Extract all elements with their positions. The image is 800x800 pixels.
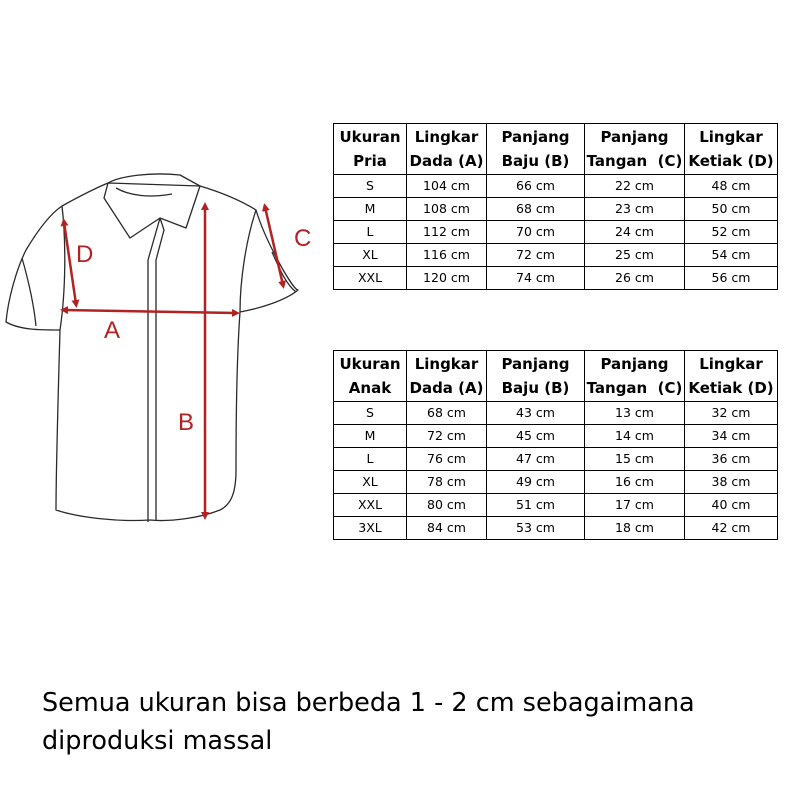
table-body: [334, 175, 778, 290]
footer-note: [42, 684, 782, 760]
table-cell: 72 cm: [487, 244, 585, 267]
header-chest: Lingkar Dada (A): [407, 351, 487, 402]
table-body: [334, 402, 778, 540]
table-cell: 56 cm: [685, 267, 778, 290]
table-cell: S: [334, 175, 407, 198]
header-armhole: Lingkar Ketiak (D): [685, 351, 778, 402]
table-cell: 84 cm: [407, 517, 487, 540]
table-cell: 38 cm: [685, 471, 778, 494]
table-cell: 17 cm: [585, 494, 685, 517]
table-cell: 3XL: [334, 517, 407, 540]
table-cell: 48 cm: [685, 175, 778, 198]
table-row: [334, 267, 778, 290]
label-c: C: [294, 225, 312, 252]
table-cell: 80 cm: [407, 494, 487, 517]
table-cell: XL: [334, 244, 407, 267]
table-cell: 70 cm: [487, 221, 585, 244]
table-cell: 16 cm: [585, 471, 685, 494]
table-row: [334, 402, 778, 425]
table-row: [334, 175, 778, 198]
header-size: Ukuran Anak: [334, 351, 407, 402]
table-cell: 13 cm: [585, 402, 685, 425]
table-cell: L: [334, 448, 407, 471]
table-row: [334, 244, 778, 267]
table-row: [334, 198, 778, 221]
table-row: [334, 517, 778, 540]
table-cell: 53 cm: [487, 517, 585, 540]
table-cell: M: [334, 425, 407, 448]
arrow-a: [64, 310, 236, 313]
table-cell: S: [334, 402, 407, 425]
label-a: A: [104, 317, 121, 344]
table-cell: 74 cm: [487, 267, 585, 290]
table-row: [334, 471, 778, 494]
table-cell: XXL: [334, 494, 407, 517]
table-cell: M: [334, 198, 407, 221]
table-cell: 72 cm: [407, 425, 487, 448]
table-cell: 68 cm: [487, 198, 585, 221]
table-cell: 14 cm: [585, 425, 685, 448]
header-length: Panjang Baju (B): [487, 124, 585, 175]
table-cell: 68 cm: [407, 402, 487, 425]
arrow-c: [265, 207, 283, 285]
table-cell: 104 cm: [407, 175, 487, 198]
table-row: [334, 448, 778, 471]
shirt-measurement-diagram: [0, 160, 330, 540]
table-cell: L: [334, 221, 407, 244]
table-cell: 52 cm: [685, 221, 778, 244]
footer-line-2: diproduksi massal: [42, 726, 273, 756]
size-table-men: [333, 123, 778, 290]
shirt-outline: [6, 174, 298, 522]
table-cell: XXL: [334, 267, 407, 290]
table-cell: 108 cm: [407, 198, 487, 221]
header-sleeve: Panjang Tangan (C): [585, 124, 685, 175]
table-cell: 26 cm: [585, 267, 685, 290]
table-cell: 40 cm: [685, 494, 778, 517]
table-header-row: [334, 351, 778, 402]
table-cell: 112 cm: [407, 221, 487, 244]
header-size: Ukuran Pria: [334, 124, 407, 175]
arrow-d: [64, 222, 76, 304]
table-cell: 42 cm: [685, 517, 778, 540]
table-row: [334, 494, 778, 517]
table-cell: 24 cm: [585, 221, 685, 244]
table-row: [334, 221, 778, 244]
table-cell: 51 cm: [487, 494, 585, 517]
table-cell: 18 cm: [585, 517, 685, 540]
table-cell: 36 cm: [685, 448, 778, 471]
table-cell: 66 cm: [487, 175, 585, 198]
table-cell: 50 cm: [685, 198, 778, 221]
header-chest: Lingkar Dada (A): [407, 124, 487, 175]
table-row: [334, 425, 778, 448]
table-cell: 15 cm: [585, 448, 685, 471]
table-cell: 45 cm: [487, 425, 585, 448]
table-cell: 25 cm: [585, 244, 685, 267]
table-cell: 49 cm: [487, 471, 585, 494]
table-cell: 32 cm: [685, 402, 778, 425]
table-cell: 22 cm: [585, 175, 685, 198]
header-sleeve: Panjang Tangan (C): [585, 351, 685, 402]
table-cell: 76 cm: [407, 448, 487, 471]
header-armhole: Lingkar Ketiak (D): [685, 124, 778, 175]
table-cell: 23 cm: [585, 198, 685, 221]
table-cell: 47 cm: [487, 448, 585, 471]
label-d: D: [76, 241, 94, 268]
table-cell: 43 cm: [487, 402, 585, 425]
table-cell: XL: [334, 471, 407, 494]
table-cell: 78 cm: [407, 471, 487, 494]
label-b: B: [178, 409, 195, 436]
table-header-row: [334, 124, 778, 175]
table-cell: 54 cm: [685, 244, 778, 267]
table-cell: 34 cm: [685, 425, 778, 448]
table-cell: 120 cm: [407, 267, 487, 290]
size-table-kids: [333, 350, 778, 540]
table-cell: 116 cm: [407, 244, 487, 267]
header-length: Panjang Baju (B): [487, 351, 585, 402]
measurement-arrows: [64, 206, 283, 516]
footer-line-1: Semua ukuran bisa berbeda 1 - 2 cm sebagaimana: [42, 688, 695, 718]
